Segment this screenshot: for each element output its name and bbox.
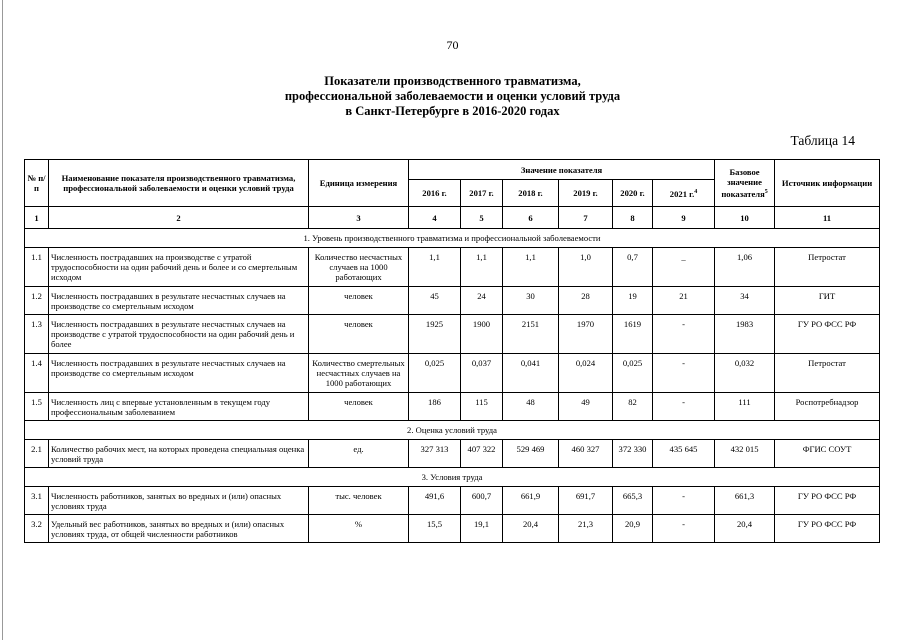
row-value: 28 xyxy=(559,287,613,315)
column-number: 10 xyxy=(715,207,775,229)
row-unit: ед. xyxy=(309,440,409,468)
row-source: Петростат xyxy=(775,248,880,287)
row-value: 372 330 xyxy=(613,440,653,468)
row-value: 0,025 xyxy=(613,354,653,393)
row-unit: Количество смертельных несчастных случаев на 1000 работающих xyxy=(309,354,409,393)
table-row xyxy=(25,354,880,393)
row-value: 435 645 xyxy=(653,440,715,468)
row-value: 1970 xyxy=(559,315,613,354)
header-year: 2019 г. xyxy=(559,180,613,207)
header-base-sup: 5 xyxy=(764,189,768,196)
row-name: Удельный вес работников, занятых во вредных и (или) опасных условиях труда, от общей численности работников xyxy=(49,515,309,543)
page-number: 70 xyxy=(446,38,459,52)
row-id: 3.2 xyxy=(25,515,49,543)
column-number-row xyxy=(25,207,880,229)
row-value: _ xyxy=(653,248,715,287)
column-number: 6 xyxy=(503,207,559,229)
row-unit: Количество несчастных случаев на 1000 работающих xyxy=(309,248,409,287)
column-number: 5 xyxy=(461,207,503,229)
row-name: Численность лиц с впервые установленным в текущем году профессиональным заболеванием xyxy=(49,393,309,421)
header-year xyxy=(653,180,715,207)
row-value: 20,4 xyxy=(503,515,559,543)
row-value: 0,037 xyxy=(461,354,503,393)
row-name: Численность пострадавших в результате несчастных случаев на производстве со смертельным исходом xyxy=(49,354,309,393)
row-value: 529 469 xyxy=(503,440,559,468)
row-base: 1,06 xyxy=(715,248,775,287)
row-value: 49 xyxy=(559,393,613,421)
header-unit: Единица измерения xyxy=(309,160,409,207)
row-value: 186 xyxy=(409,393,461,421)
row-name: Численность пострадавших на производстве с утратой трудоспособности на один рабочий день и более и со смертельным исходом xyxy=(49,248,309,287)
row-value: 661,9 xyxy=(503,487,559,515)
row-value: 15,5 xyxy=(409,515,461,543)
row-value: - xyxy=(653,487,715,515)
row-value: 1925 xyxy=(409,315,461,354)
row-id: 2.1 xyxy=(25,440,49,468)
row-value: 691,7 xyxy=(559,487,613,515)
row-base: 20,4 xyxy=(715,515,775,543)
title-line: в Санкт-Петербурге в 2016-2020 годах xyxy=(345,104,560,118)
row-value: 1,1 xyxy=(409,248,461,287)
row-id: 1.5 xyxy=(25,393,49,421)
row-value: 1,1 xyxy=(461,248,503,287)
row-source: Петростат xyxy=(775,354,880,393)
row-value: 24 xyxy=(461,287,503,315)
column-number: 8 xyxy=(613,207,653,229)
row-name: Численность пострадавших в результате несчастных случаев на производстве с утратой трудоспособности на один рабочий день и более xyxy=(49,315,309,354)
header-year-sup: 4 xyxy=(694,189,698,196)
row-value: 21,3 xyxy=(559,515,613,543)
row-value: 460 327 xyxy=(559,440,613,468)
row-value: 20,9 xyxy=(613,515,653,543)
row-value: 48 xyxy=(503,393,559,421)
row-id: 3.1 xyxy=(25,487,49,515)
row-source: ФГИС СОУТ xyxy=(775,440,880,468)
row-value: 1,0 xyxy=(559,248,613,287)
row-unit: человек xyxy=(309,315,409,354)
document-title xyxy=(0,74,905,119)
column-number: 11 xyxy=(775,207,880,229)
column-number: 4 xyxy=(409,207,461,229)
row-value: 21 xyxy=(653,287,715,315)
header-year: 2016 г. xyxy=(409,180,461,207)
row-value: 19 xyxy=(613,287,653,315)
table-row xyxy=(25,393,880,421)
row-value: 0,025 xyxy=(409,354,461,393)
row-source: ГИТ xyxy=(775,287,880,315)
table-body xyxy=(25,207,880,543)
row-value: 1900 xyxy=(461,315,503,354)
section-title: 3. Условия труда xyxy=(25,468,880,487)
column-number: 9 xyxy=(653,207,715,229)
table-row xyxy=(25,287,880,315)
row-id: 1.2 xyxy=(25,287,49,315)
section-title: 1. Уровень производственного травматизма и профессиональной заболеваемости xyxy=(25,229,880,248)
header-base-text: Базовое значение показателя xyxy=(721,167,765,199)
row-value: 115 xyxy=(461,393,503,421)
row-value: 407 322 xyxy=(461,440,503,468)
row-value: 491,6 xyxy=(409,487,461,515)
row-value: 327 313 xyxy=(409,440,461,468)
section-row xyxy=(25,229,880,248)
table-row xyxy=(25,248,880,287)
column-number: 1 xyxy=(25,207,49,229)
row-source: ГУ РО ФСС РФ xyxy=(775,487,880,515)
row-value: - xyxy=(653,315,715,354)
row-unit: человек xyxy=(309,393,409,421)
row-id: 1.4 xyxy=(25,354,49,393)
row-unit: тыс. человек xyxy=(309,487,409,515)
column-number: 2 xyxy=(49,207,309,229)
row-base: 1983 xyxy=(715,315,775,354)
row-unit: % xyxy=(309,515,409,543)
row-id: 1.1 xyxy=(25,248,49,287)
header-name: Наименование показателя производственного травматизма, профессиональной заболеваемости и оценки условий труда xyxy=(49,160,309,207)
row-value: 0,041 xyxy=(503,354,559,393)
row-source: ГУ РО ФСС РФ xyxy=(775,315,880,354)
header-year-text: 2021 г. xyxy=(669,188,695,199)
header-year: 2018 г. xyxy=(503,180,559,207)
row-source: Роспотребнадзор xyxy=(775,393,880,421)
section-row xyxy=(25,421,880,440)
row-value: - xyxy=(653,515,715,543)
row-value: - xyxy=(653,354,715,393)
header-value-group: Значение показателя xyxy=(409,160,715,180)
row-value: 600,7 xyxy=(461,487,503,515)
section-row xyxy=(25,468,880,487)
row-unit: человек xyxy=(309,287,409,315)
row-name: Количество рабочих мест, на которых проведена специальная оценка условий труда xyxy=(49,440,309,468)
header-base xyxy=(715,160,775,207)
table-row xyxy=(25,440,880,468)
column-number: 3 xyxy=(309,207,409,229)
row-id: 1.3 xyxy=(25,315,49,354)
row-value: 0,7 xyxy=(613,248,653,287)
indicators-table xyxy=(24,159,880,543)
title-line: профессиональной заболеваемости и оценки условий труда xyxy=(284,89,621,103)
row-base: 661,3 xyxy=(715,487,775,515)
table-row xyxy=(25,487,880,515)
header-year: 2017 г. xyxy=(461,180,503,207)
header-year: 2020 г. xyxy=(613,180,653,207)
row-name: Численность пострадавших в результате несчастных случаев на производстве со смертельным исходом xyxy=(49,287,309,315)
row-base: 432 015 xyxy=(715,440,775,468)
row-value: 30 xyxy=(503,287,559,315)
row-base: 111 xyxy=(715,393,775,421)
row-value: 45 xyxy=(409,287,461,315)
row-value: 1,1 xyxy=(503,248,559,287)
row-value: 2151 xyxy=(503,315,559,354)
header-num: № п/п xyxy=(25,160,49,207)
table-row xyxy=(25,315,880,354)
row-value: 0,024 xyxy=(559,354,613,393)
title-line: Показатели производственного травматизма, xyxy=(324,74,581,88)
table-label: Таблица 14 xyxy=(790,133,855,148)
row-name: Численность работников, занятых во вредных и (или) опасных условиях труда xyxy=(49,487,309,515)
row-value: 19,1 xyxy=(461,515,503,543)
row-value: 1619 xyxy=(613,315,653,354)
row-value: 82 xyxy=(613,393,653,421)
row-base: 0,032 xyxy=(715,354,775,393)
row-source: ГУ РО ФСС РФ xyxy=(775,515,880,543)
section-title: 2. Оценка условий труда xyxy=(25,421,880,440)
header-source: Источник информации xyxy=(775,160,880,207)
row-value: - xyxy=(653,393,715,421)
table-row xyxy=(25,515,880,543)
row-value: 665,3 xyxy=(613,487,653,515)
row-base: 34 xyxy=(715,287,775,315)
column-number: 7 xyxy=(559,207,613,229)
